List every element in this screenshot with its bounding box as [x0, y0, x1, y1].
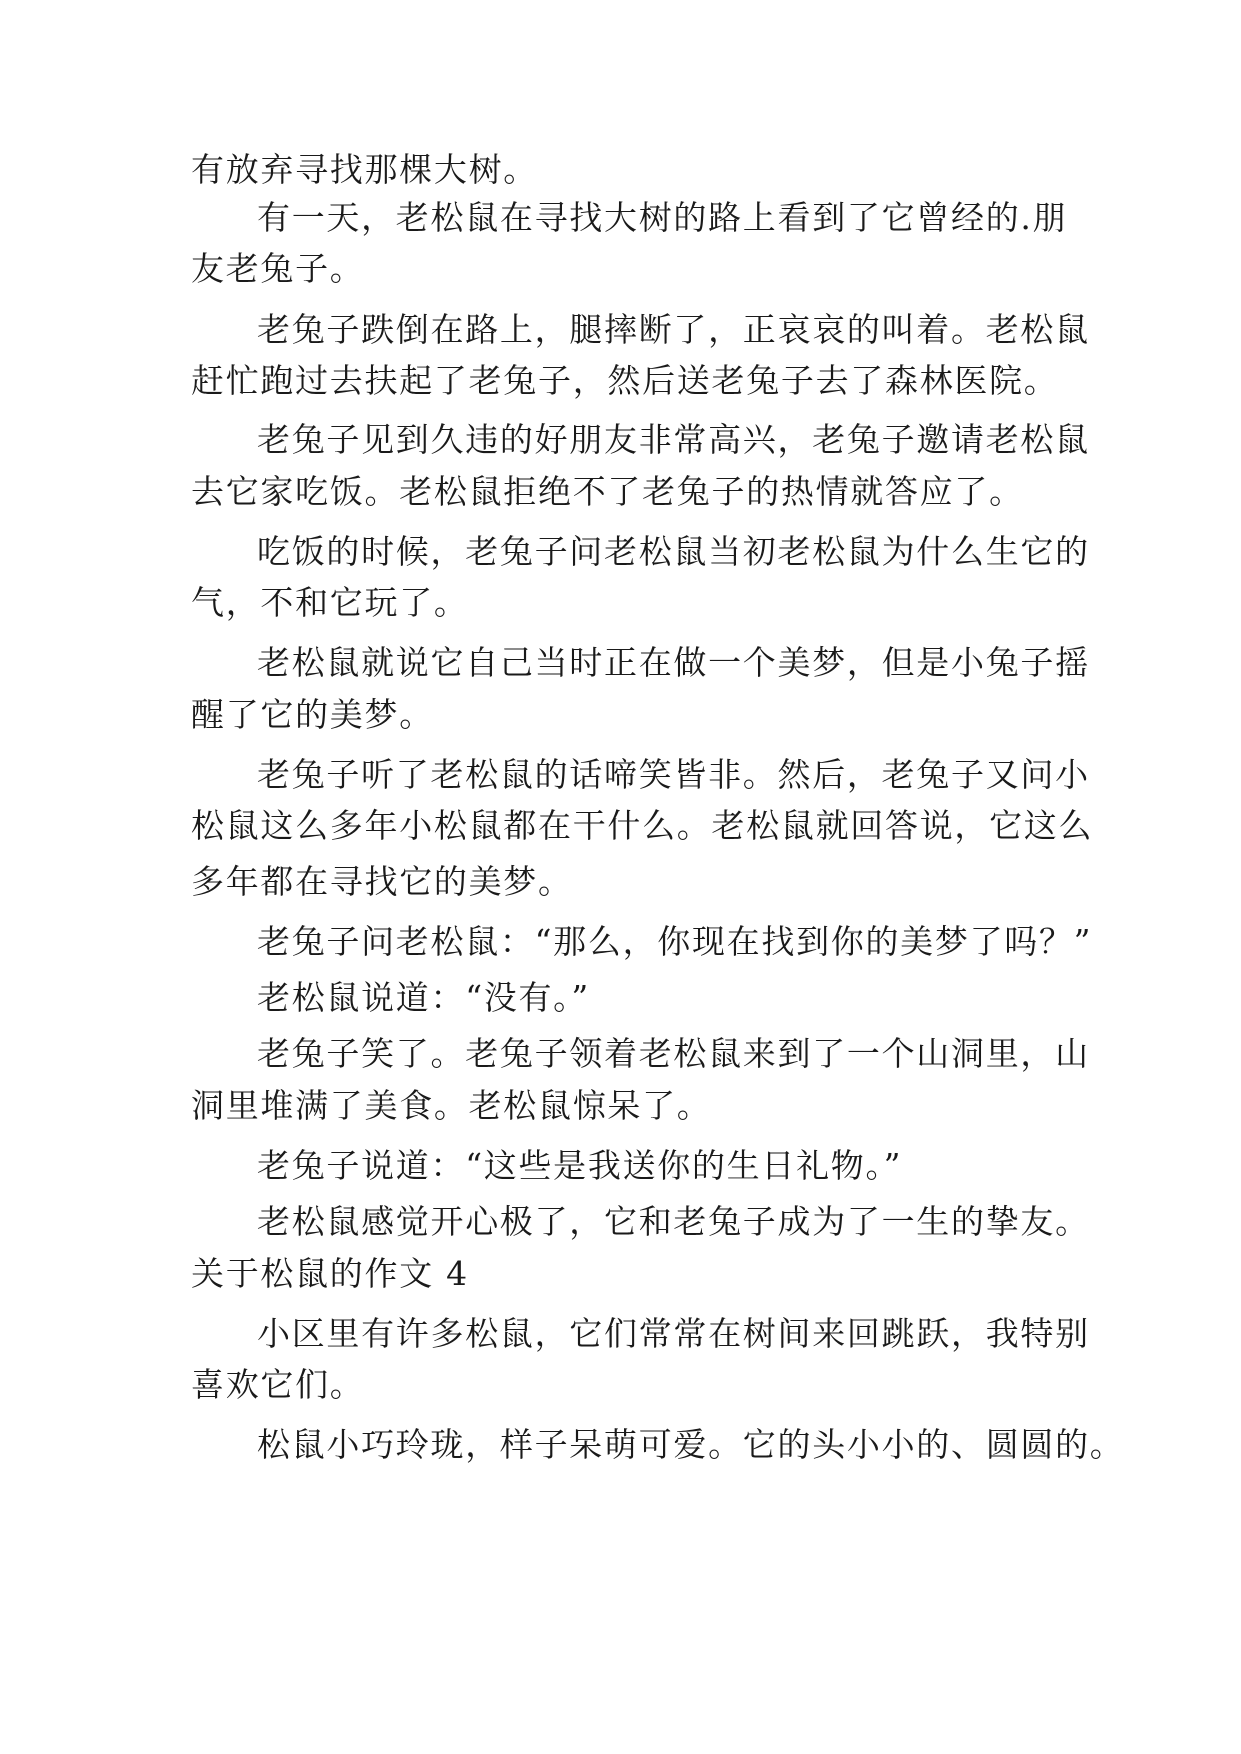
paragraph-start: 老松鼠说道：“没有。” [257, 978, 590, 1017]
paragraph-start: 小区里有许多松鼠，它们常常在树间来回跳跃，我特别 [257, 1314, 1090, 1353]
text-line: 洞里堆满了美食。老松鼠惊呆了。 [191, 1086, 712, 1125]
paragraph-start: 老兔子跌倒在路上，腿摔断了，正哀哀的叫着。老松鼠 [257, 310, 1090, 349]
paragraph-start: 老兔子笑了。老兔子领着老松鼠来到了一个山洞里，山 [257, 1034, 1090, 1073]
paragraph-start: 吃饭的时候，老兔子问老松鼠当初老松鼠为什么生它的 [257, 532, 1090, 571]
paragraph-start: 老松鼠就说它自己当时正在做一个美梦，但是小兔子摇 [257, 643, 1090, 682]
text-line: 气，不和它玩了。 [191, 583, 469, 622]
text-line: 松鼠这么多年小松鼠都在干什么。老松鼠就回答说，它这么 [191, 806, 1094, 845]
section-heading: 关于松鼠的作文 4 [191, 1254, 469, 1293]
paragraph-start: 松鼠小巧玲珑，样子呆萌可爱。它的头小小的、圆圆的。 [257, 1425, 1125, 1464]
text-line: 多年都在寻找它的美梦。 [191, 862, 573, 901]
paragraph-start: 老兔子问老松鼠：“那么，你现在找到你的美梦了吗？” [257, 922, 1093, 961]
text-line: 喜欢它们。 [191, 1365, 365, 1404]
paragraph-start: 老兔子见到久违的好朋友非常高兴，老兔子邀请老松鼠 [257, 420, 1090, 459]
paragraph-start: 有一天，老松鼠在寻找大树的路上看到了它曾经的.朋 [257, 198, 1068, 237]
text-line: 赶忙跑过去扶起了老兔子，然后送老兔子去了森林医院。 [191, 361, 1059, 400]
text-line: 友老兔子。 [191, 249, 365, 288]
text-line: 有放弃寻找那棵大树。 [191, 150, 538, 189]
paragraph-start: 老松鼠感觉开心极了，它和老兔子成为了一生的挚友。 [257, 1202, 1090, 1241]
paragraph-start: 老兔子说道：“这些是我送你的生日礼物。” [257, 1146, 903, 1185]
paragraph-start: 老兔子听了老松鼠的话啼笑皆非。然后，老兔子又问小 [257, 755, 1090, 794]
text-line: 去它家吃饭。老松鼠拒绝不了老兔子的热情就答应了。 [191, 472, 1024, 511]
text-line: 醒了它的美梦。 [191, 695, 434, 734]
